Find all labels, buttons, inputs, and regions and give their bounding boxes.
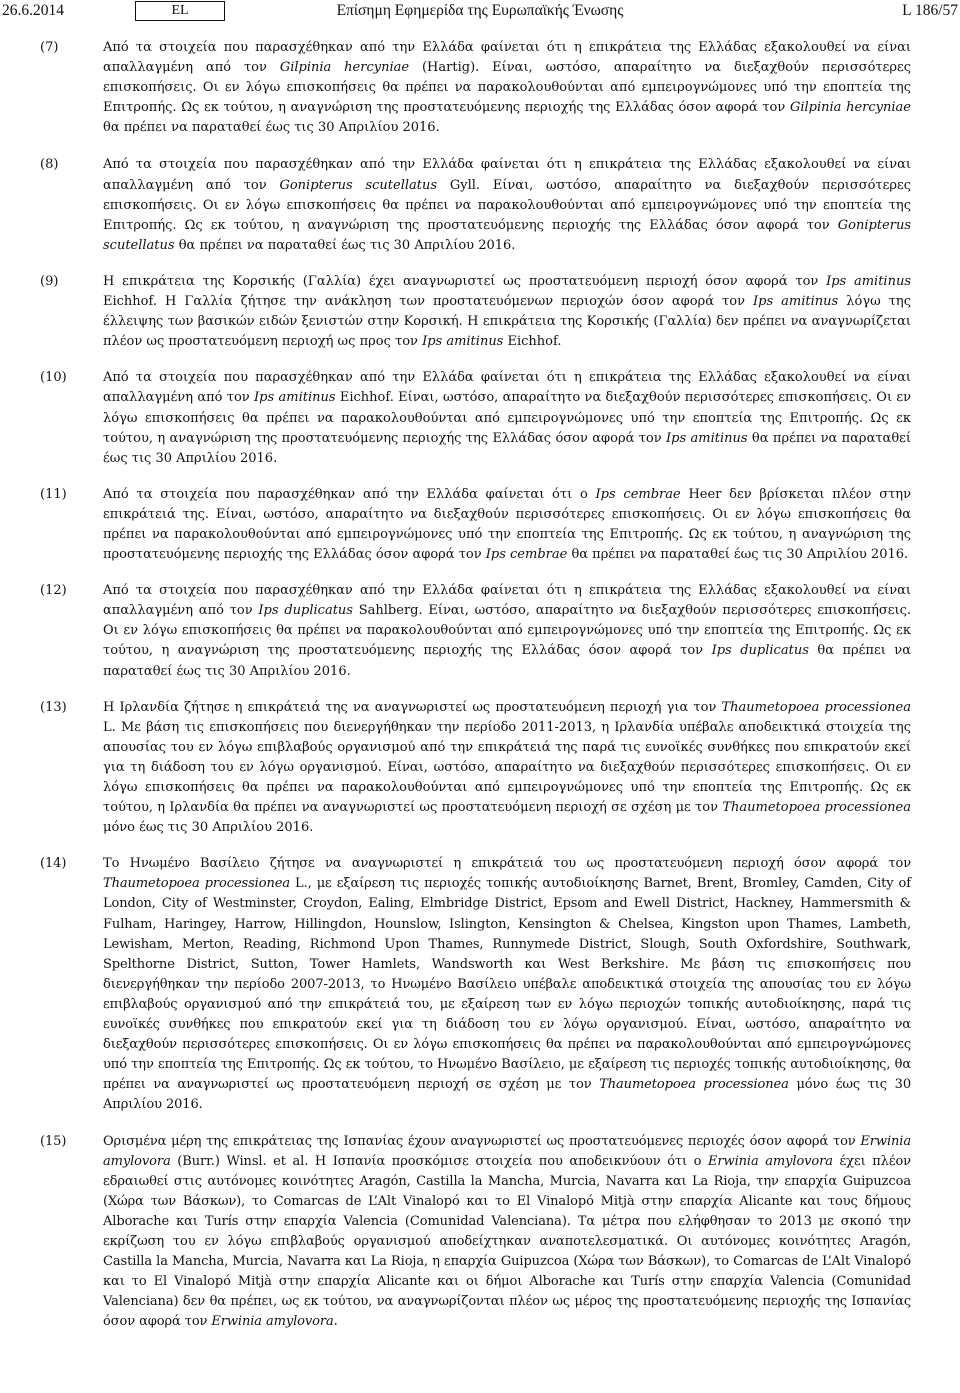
species-name: Gilpinia hercyniae [279,60,410,76]
text-segment: Gyll. Είναι, ωστόσο, απαραίτητο να διεξαχθούν περισσότερες επισκοπήσεις. Οι εν λόγω επισκοπήσεις θα πρέπει να παρακολουθούνται από εμπειρογνώμονες υπό την εποπτεία της Επιτροπής. Ως εκ τούτου, η αναγνώριση της προστατευόμενης περιοχής της Ελλάδας όσον αφορά τον [103,177,911,233]
species-name: Ips amitinus [753,294,839,310]
recital-text [103,155,911,255]
species-name: Thaumetopoea processionea [103,876,290,892]
species-name: Gonipterus scutellatus [103,217,911,253]
text-segment: Heer δεν βρίσκεται πλέον στην επικράτειά της. Είναι, ωστόσο, απαραίτητο να διεξαχθούν περισσότερες επισκοπήσεις. Οι εν λόγω επισκοπήσεις θα πρέπει να παρακολουθούνται από εμπειρογνώμονες υπό την εποπτεία της Επιτροπής. Ως εκ τούτου, η αναγνώριση της προστατευόμενης περιοχής της Ελλάδας όσον αφορά τον [103,486,911,563]
recitals-body [0,38,960,1348]
text-segment: Από τα στοιχεία που παρασχέθηκαν από την Ελλάδα φαίνεται ότι η επικράτεια της Ελλάδας εξακολουθεί να είναι απαλλαγμένη από τον [103,370,911,406]
recital [0,155,960,255]
recital-number: (14) [40,856,67,872]
text-segment: Η επικράτεια της Κορσικής (Γαλλία) έχει αναγνωριστεί ως προστατευόμενη περιοχή όσον αφορά τον [103,273,827,289]
text-segment: (Hartig). Είναι, ωστόσο, απαραίτητο να διεξαχθούν περισσότερες επισκοπήσεις. Οι εν λόγω επισκοπήσεις θα πρέπει να παρακολουθούνται από εμπειρογνώμονες υπό την εποπτεία της Επιτροπής. Ως εκ τούτου, η αναγνώριση της προστατευόμενης περιοχής της Ελλάδας όσον αφορά τον [103,60,911,116]
species-name: Ips cembrae [485,547,568,563]
recital-number: (11) [40,486,67,502]
species-name: Ips amitinus [826,273,912,289]
page-reference: L 186/57 [902,2,958,19]
species-name: Thaumetopoea processionea [721,699,911,715]
recital [0,485,960,565]
recital-text [103,1132,911,1333]
species-name: Thaumetopoea processionea [722,800,911,816]
text-segment: L. Με βάση τις επισκοπήσεις που διενεργήθηκαν την περίοδο 2011-2013, η Ιρλανδία υπέβαλε αποδεικτικά στοιχεία της απουσίας του εν λόγω επιβλαβούς οργανισμού από την επικράτειά της παρά τις ευνοϊκές συνθήκες που επικρατούν εκεί για τη διάδοση του εν λόγω οργανισμού. Είναι, ωστόσο, απαραίτητο να διεξαχθούν περισσότερες επισκοπήσεις. Οι εν λόγω επισκοπήσεις θα πρέπει να παρακολουθούνται από εμπειρογνώμονες υπό την εποπτεία της Επιτροπής. Ως εκ τούτου, η Ιρλανδία θα πρέπει να αναγνωριστεί ως προστατευόμενη περιοχή σε σχέση με τον [103,719,911,816]
text-segment: Eichhof. Είναι, ωστόσο, απαραίτητο να διεξαχθούν περισσότερες επισκοπήσεις. Οι εν λόγω επισκοπήσεις θα πρέπει να παρακολουθούνται από εμπειρογνώμονες υπό την εποπτεία της Επιτροπής. Ως εκ τούτου, η αναγνώριση της προστατευόμενης περιοχής της Ελλάδας όσον αφορά τον [103,390,911,446]
recital [0,698,960,839]
recital-number: (7) [40,40,59,55]
species-name: Ips amitinus [666,430,748,446]
text-segment: θα πρέπει να παραταθεί έως τις 30 Απριλίου 2016. [567,547,909,563]
recital [0,368,960,468]
species-name: Ips duplicatus [711,643,809,659]
text-segment: Ορισμένα μέρη της επικράτειας της Ισπανίας έχουν αναγνωριστεί ως προστατευόμενες περιοχές όσον αφορά τον [103,1133,861,1149]
text-segment: θα πρέπει να παραταθεί έως τις 30 Απριλίου 2016. [103,120,440,136]
recital-number: (13) [40,699,67,715]
publication-date: 26.6.2014 [2,2,64,19]
text-segment: Από τα στοιχεία που παρασχέθηκαν από την Ελλάδα φαίνεται ότι η επικράτεια της Ελλάδας εξακολουθεί να είναι απαλλαγμένη από τον [103,157,911,193]
journal-title: Επίσημη Εφημερίδα της Ευρωπαϊκής Ένωσης [336,2,624,19]
text-segment: . [333,1314,338,1330]
species-name: Thaumetopoea processionea [599,1077,789,1093]
recital [0,854,960,1115]
recital-number: (8) [40,157,59,173]
text-segment: Η Ιρλανδία ζήτησε η επικράτειά της να αναγνωριστεί ως προστατευόμενη περιοχή για τον [103,699,722,715]
text-segment: Από τα στοιχεία που παρασχέθηκαν από την Ελλάδα φαίνεται ότι η επικράτεια της Ελλάδας εξακολουθεί να είναι απαλλαγμένη από τον [103,583,911,619]
recital-text [103,485,911,565]
text-segment: μόνο έως τις 30 Απριλίου 2016. [103,1077,911,1113]
recital-text [103,698,911,839]
text-segment: Το Ηνωμένο Βασίλειο ζήτησε να αναγνωριστεί η επικράτειά του ως προστατευόμενη περιοχή όσον αφορά τον [103,856,911,872]
recital-number: (15) [40,1133,67,1149]
text-segment: μόνο έως τις 30 Απριλίου 2016. [103,820,314,836]
species-name: Ips amitinus [422,334,504,350]
recital-text [103,854,911,1115]
text-segment: (Burr.) Winsl. et al. Η Ισπανία προσκόμισε στοιχεία που αποδεικνύουν ότι ο [170,1153,709,1169]
text-segment: L., με εξαίρεση τις περιοχές τοπικής αυτοδιοίκησης Barnet, Brent, Bromley, Camden, City of London, City of Westminster, Croydon, Ealing, Elmbridge District, Epsom and Ewell District, Hackney, Hammersmith & Fulham, Haringey, Harrow, Hillingdon, Hounslow, Islington, Kensington & Chelsea, Kingston upon Thames, Lambeth, Lewisham, Merton, Reading, Richmond Upon Thames, Runnymede District, Slough, South Oxfordshire, Southwark, Spelthorne District, Sutton, Tower Hamlets, Wandsworth και West Berkshire. Με βάση τις επισκοπήσεις που διενεργήθηκαν την περίοδο 2007-2013, το Ηνωμένο Βασίλειο υπέβαλε αποδεικτικά στοιχεία της απουσίας του εν λόγω επιβλαβούς οργανισμού από την επικράτειά του, με εξαίρεση των εν λόγω περιοχών τοπικής αυτοδιοίκησης, παρά τις ευνοϊκές συνθήκες που επικρατούν εκεί για τη διάδοση του εν λόγω οργανισμού. Είναι, ωστόσο, απαραίτητο να διεξαχθούν περισσότερες επισκοπήσεις. Οι εν λόγω επισκοπήσεις θα πρέπει να παρακολουθούνται από εμπειρογνώμονες υπό την εποπτεία της Επιτροπής. Ως εκ τούτου, το Ηνωμένο Βασίλειο, με εξαίρεση τις περιοχές τοπικής αυτοδιοίκησης, θα πρέπει να αναγνωριστεί ως προστατευόμενη περιοχή σε σχέση με τον [103,876,911,1093]
recital-number: (10) [40,370,67,386]
text-segment: θα πρέπει να παραταθεί έως τις 30 Απριλίου 2016. [103,430,911,466]
recital-text [103,272,911,352]
species-name: Ips amitinus [254,390,336,406]
recital-text [103,38,911,138]
recital-number: (12) [40,583,67,599]
species-name: Gonipterus scutellatus [279,177,438,193]
species-name: Erwinia amylovora [211,1314,334,1330]
text-segment: θα πρέπει να παραταθεί έως τις 30 Απριλίου 2016. [103,643,911,679]
text-segment: Eichhof. [503,334,562,350]
species-name: Gilpinia hercyniae [789,100,911,116]
language-code-box: EL [135,1,225,21]
text-segment: έχει πλέον εδραιωθεί στις αυτόνομες κοινότητες Aragón, Castilla la Mancha, Murcia, Navarra και La Rioja, την επαρχία Guipuzcoa (Χώρα των Βάσκων), το Comarcas de L’Alt Vinalopó και το El Vinalopó Mitjà στην επαρχία Alicante και τους δήμους Alborache και Turís στην επαρχία Valencia (Comunidad Valenciana). Τα μέτρα που ελήφθησαν το 2013 με σκοπό την εκρίζωση του εν λόγω επιβλαβούς οργανισμού αποδείχτηκαν αναποτελεσματικά. Οι αυτόνομες κοινότητες Aragón, Castilla la Mancha, Murcia, Navarra και La Rioja, η επαρχία Guipuzcoa (Χώρα των Βάσκων), το Comarcas de L’Alt Vinalopó και το El Vinalopó Mitjà στην επαρχία Alicante και οι δήμοι Alborache και Turís στην επαρχία Valencia (Comunidad Valenciana) δεν θα πρέπει, ως εκ τούτου, να αναγνωρίζονται πλέον ως μέρος της προστατευόμενης περιοχής της Ισπανίας όσον αφορά τον [103,1153,911,1330]
text-segment: θα πρέπει να παραταθεί έως τις 30 Απριλίου 2016. [174,237,516,253]
species-name: Erwinia amylovora [708,1153,833,1169]
recital-number: (9) [40,273,59,289]
page-header [0,0,960,22]
recital [0,38,960,138]
recital-text [103,581,911,681]
text-segment: Eichhof. Η Γαλλία ζήτησε την ανάκληση των προστατευόμενων περιοχών όσον αφορά τον [103,294,754,310]
recital-text [103,368,911,468]
species-name: Ips cembrae [595,486,681,502]
text-segment: Sahlberg. Είναι, ωστόσο, απαραίτητο να διεξαχθούν περισσότερες επισκοπήσεις. Οι εν λόγω επισκοπήσεις θα πρέπει να παρακολουθούνται από εμπειρογνώμονες υπό την εποπτεία της Επιτροπής. Ως εκ τούτου, η αναγνώριση της προστατευόμενης περιοχής της Ελλάδας όσον αφορά τον [103,603,911,659]
species-name: Erwinia amylovora [103,1133,911,1169]
recital [0,581,960,681]
text-segment: Από τα στοιχεία που παρασχέθηκαν από την Ελλάδα φαίνεται ότι ο [103,486,596,502]
species-name: Ips duplicatus [258,603,353,619]
recital [0,272,960,352]
text-segment: Από τα στοιχεία που παρασχέθηκαν από την Ελλάδα φαίνεται ότι η επικράτεια της Ελλάδας εξακολουθεί να είναι απαλλαγμένη από τον [103,40,911,76]
text-segment: λόγω της έλλειψης των βασικών ειδών ξενιστών στην Κορσική. Η επικράτεια της Κορσικής (Γαλλία) δεν πρέπει να αναγνωρίζεται πλέον ως προστατευόμενη περιοχή ως προς τον [103,294,911,350]
recital [0,1132,960,1333]
